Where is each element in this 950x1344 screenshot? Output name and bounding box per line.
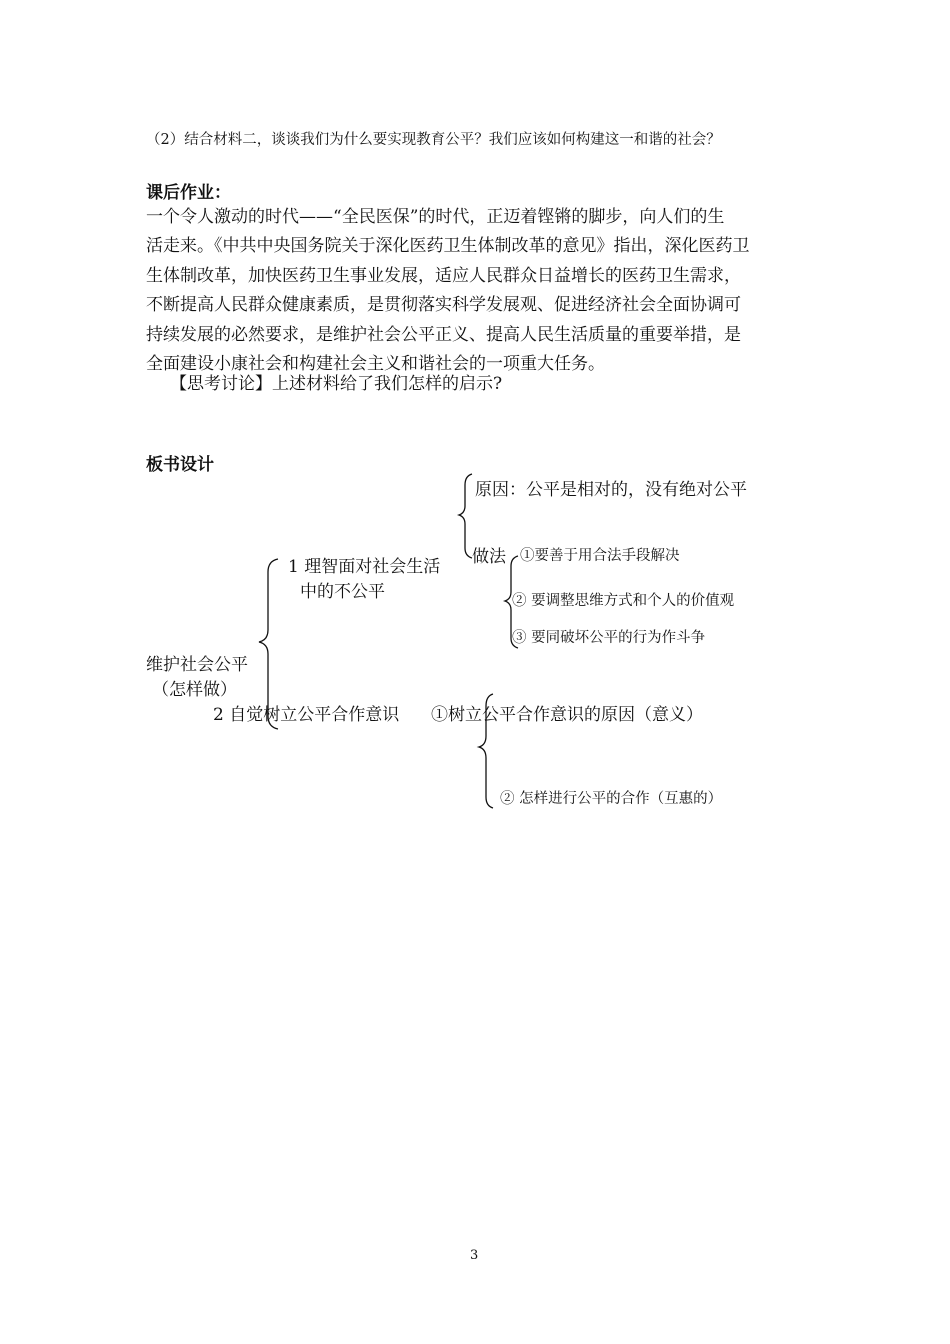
paragraph-line: 一个令人激动的时代——“全民医保”的时代，正迈着铿锵的脚步，向人们的生 xyxy=(146,207,725,227)
board-branch-1-line-2: 中的不公平 xyxy=(300,582,385,602)
question-2: （2）结合材料二，谈谈我们为什么要实现教育公平？我们应该如何构建这一和谐的社会？ xyxy=(146,132,721,148)
board-design-heading: 板书设计 xyxy=(146,455,214,475)
board-root-line-2: （怎样做） xyxy=(152,680,237,700)
paragraph-line: 持续发展的必然要求，是维护社会公平正义、提高人民生活质量的重要举措，是 xyxy=(146,324,741,345)
paragraph-line: 不断提高人民群众健康素质，是贯彻落实科学发展观、促进经济社会全面协调可 xyxy=(146,295,741,316)
board-branch-1-line-1: 1 理智面对社会生活 xyxy=(288,557,441,577)
board-method-2: ② 要调整思维方式和个人的价值观 xyxy=(512,593,735,609)
page-number: 3 xyxy=(470,1248,479,1263)
board-method: 做法 xyxy=(472,547,506,567)
board-method-3: ③ 要同破坏公平的行为作斗争 xyxy=(512,630,706,646)
paragraph-line: 生体制改革，加快医药卫生事业发展，适应人民群众日益增长的医药卫生需求， xyxy=(146,265,741,286)
brace-branch1 xyxy=(459,474,472,558)
board-branch-2: 2 自觉树立公平合作意识 xyxy=(213,705,400,725)
homework-heading: 课后作业： xyxy=(146,183,231,203)
board-branch-2-sub-2: ② 怎样进行公平的合作（互惠的） xyxy=(500,791,723,807)
board-branch-2-sub-1: ①树立公平合作意识的原因（意义） xyxy=(431,705,703,725)
board-method-1: ①要善于用合法手段解决 xyxy=(520,548,680,564)
discussion-prompt: 【思考讨论】上述材料给了我们怎样的启示? xyxy=(170,374,503,394)
paragraph-line: 全面建设小康社会和构建社会主义和谐社会的一项重大任务。 xyxy=(146,354,605,375)
paragraph-line: 活走来。《中共中央国务院关于深化医药卫生体制改革的意见》指出，深化医药卫 xyxy=(146,236,750,257)
board-reason: 原因：公平是相对的，没有绝对公平 xyxy=(475,480,747,500)
board-root-line-1: 维护社会公平 xyxy=(146,655,248,675)
